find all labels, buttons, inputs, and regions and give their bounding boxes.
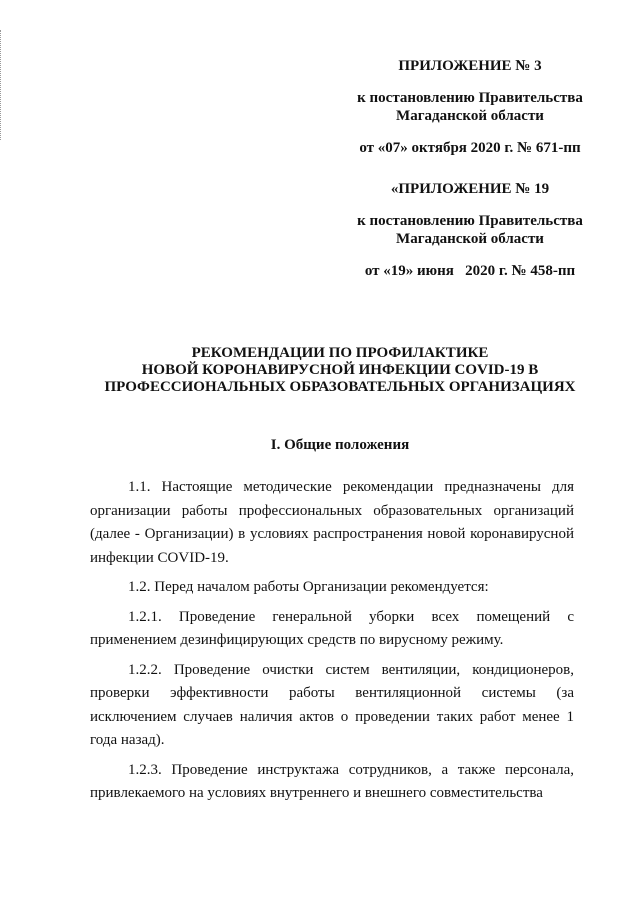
document-body — [90, 476, 574, 812]
region-name: Магаданской области — [396, 231, 544, 247]
paragraph-1-2-1: 1.2.1. Проведение генеральной уборки всех помещений с применением дезинфицирующих средств по вирусному режиму. — [90, 608, 574, 648]
paragraph-1-2-2: 1.2.2. Проведение очистки систем вентиляции, кондиционеров, проверки эффективности работы вентиляционной системы (за исключением случаев наличия актов о проведении таких работ менее 1 года назад). — [90, 661, 574, 748]
paragraph-1-2-3: 1.2.3. Проведение инструктажа сотрудников, а также персонала, привлекаемого на условиях внутреннего и внешнего совместительства — [90, 761, 574, 801]
resolution-reference: к постановлению Правительства — [357, 213, 583, 229]
paragraph-1-1: 1.1. Настоящие методические рекомендации предназначены для организации работы профессиональных образовательных организаций (далее - Организации) в условиях распространения новой коронавирусной инфекции COVID-19. — [90, 479, 574, 566]
region-name: Магаданской области — [396, 108, 544, 124]
title-line-2: НОВОЙ КОРОНАВИРУСНОЙ ИНФЕКЦИИ COVID-19 В — [141, 362, 539, 378]
title-line-3: ПРОФЕССИОНАЛЬНЫХ ОБРАЗОВАТЕЛЬНЫХ ОРГАНИЗАЦИЯХ — [104, 379, 576, 395]
appendix-header-current — [320, 57, 620, 157]
appendix-number: «ПРИЛОЖЕНИЕ № 19 — [390, 181, 550, 197]
section-heading: I. Общие положения — [270, 437, 410, 453]
appendix-number: ПРИЛОЖЕНИЕ № 3 — [398, 58, 542, 74]
paragraph-1-2: 1.2. Перед началом работы Организации рекомендуется: — [128, 579, 489, 595]
resolution-reference: к постановлению Правительства — [357, 90, 583, 106]
scan-margin-marks — [0, 30, 5, 140]
resolution-date-number: от «19» июня 2020 г. № 458-пп — [364, 263, 576, 279]
document-title — [90, 345, 590, 396]
resolution-date-number: от «07» октября 2020 г. № 671-пп — [359, 140, 581, 156]
appendix-header-previous — [320, 180, 620, 280]
title-line-1: РЕКОМЕНДАЦИИ ПО ПРОФИЛАКТИКЕ — [191, 345, 489, 361]
